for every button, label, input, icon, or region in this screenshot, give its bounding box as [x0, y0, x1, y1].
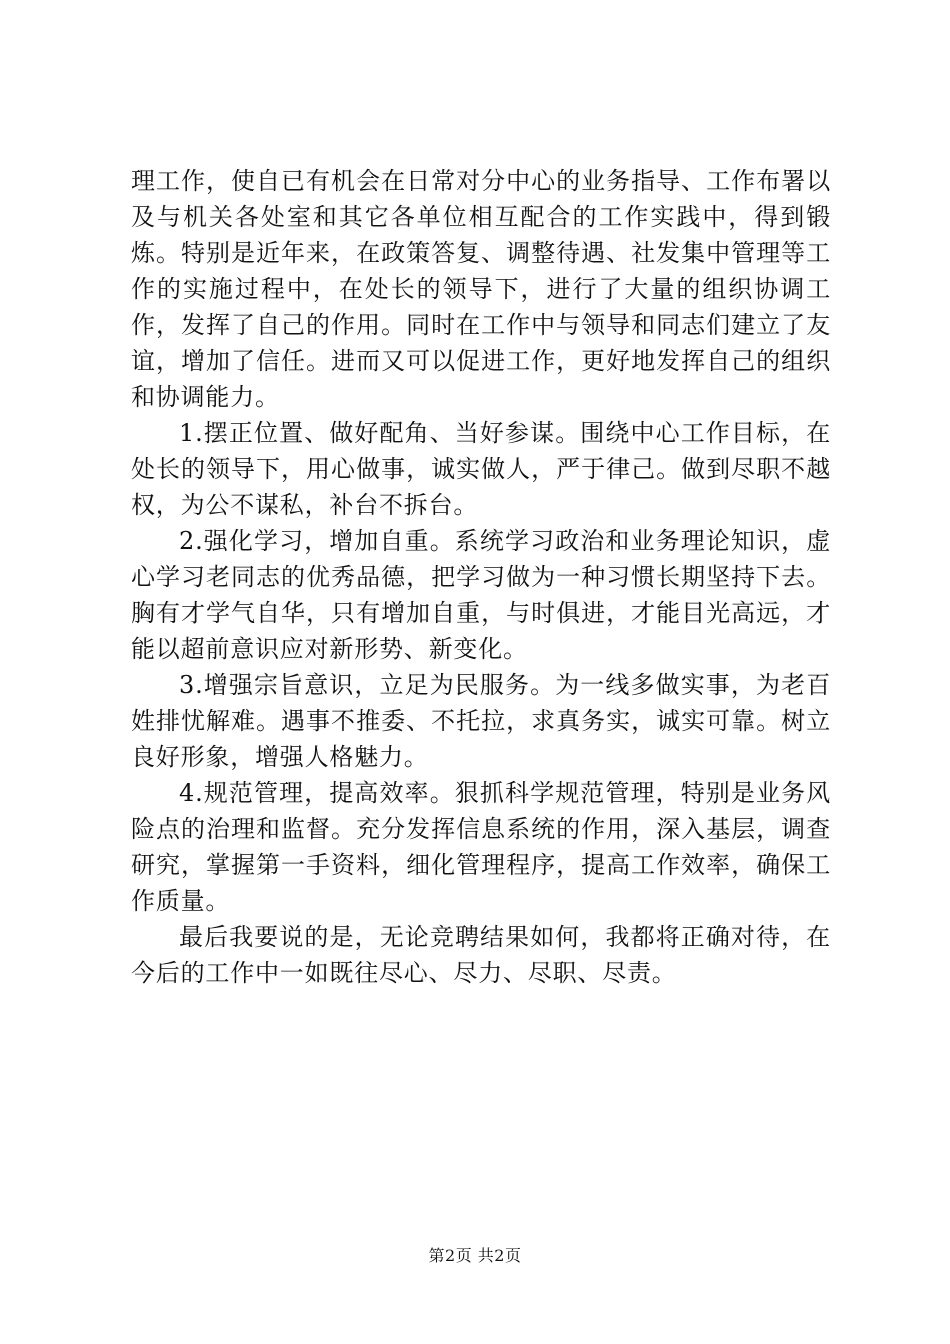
- paragraph-closing: 最后我要说的是，无论竞聘结果如何，我都将正确对待，在今后的工作中一如既往尽心、尽力、尽职、尽责。: [131, 923, 831, 987]
- paragraph-item-2: 2.强化学习，增加自重。系统学习政治和业务理论知识，虚心学习老同志的优秀品德，把学习做为一种习惯长期坚持下去。胸有才学气自华，只有增加自重，与时俱进，才能目光高远，才能以超前意识应对新形势、新变化。: [131, 527, 831, 663]
- paragraph-item-4: 4.规范管理，提高效率。狠抓科学规范管理，特别是业务风险点的治理和监督。充分发挥信息系统的作用，深入基层，调查研究，掌握第一手资料，细化管理程序，提高工作效率，确保工作质量。: [131, 779, 831, 915]
- paragraph-item-3: 3.增强宗旨意识，立足为民服务。为一线多做实事，为老百姓排忧解难。遇事不推委、不托拉，求真务实，诚实可靠。树立良好形象，增强人格魅力。: [131, 671, 831, 771]
- paragraph-item-1: 1.摆正位置、做好配角、当好参谋。围绕中心工作目标，在处长的领导下，用心做事，诚实做人，严于律己。做到尽职不越权，为公不谋私，补台不拆台。: [131, 419, 831, 519]
- document-body: [131, 163, 831, 991]
- page-number-footer: 第2页 共2页: [428, 1246, 522, 1265]
- paragraph-continuation: 理工作，使自已有机会在日常对分中心的业务指导、工作布署以及与机关各处室和其它各单位相互配合的工作实践中，得到锻炼。特别是近年来，在政策答复、调整待遇、社发集中管理等工作的实施过程中，在处长的领导下，进行了大量的组织协调工作，发挥了自己的作用。同时在工作中与领导和同志们建立了友谊，增加了信任。进而又可以促进工作，更好地发挥自己的组织和协调能力。: [131, 167, 831, 411]
